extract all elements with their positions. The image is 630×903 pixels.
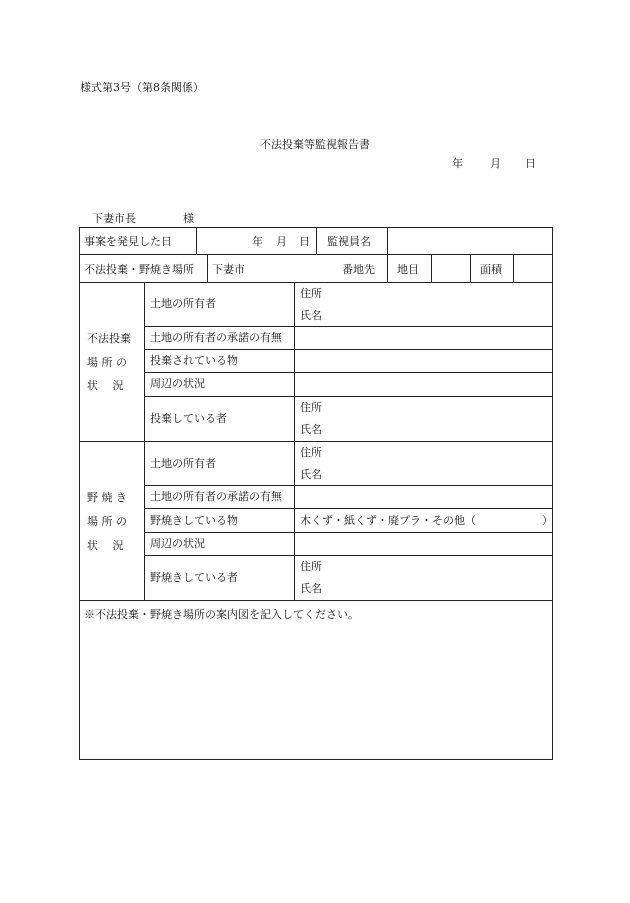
burning-consent-label: 土地の所有者の承諾の有無 bbox=[150, 490, 282, 503]
dumping-heading-line2: 場 所 の bbox=[87, 356, 127, 369]
monitor-name-label: 監視員名 bbox=[327, 235, 371, 248]
dumping-owner-label: 土地の所有者 bbox=[150, 297, 216, 310]
dumping-owner-name-label: 氏名 bbox=[300, 309, 322, 322]
dumper-label: 投棄している者 bbox=[150, 412, 227, 425]
form-number: 様式第3号（第8条関係） bbox=[80, 81, 204, 94]
discovery-date-label: 事案を発見した日 bbox=[84, 235, 172, 248]
burning-items-value: 木くず・紙くず・廃プラ・その他（ ） bbox=[300, 514, 553, 527]
burner-address-label: 住所 bbox=[300, 560, 322, 573]
dumper-address-label: 住所 bbox=[300, 401, 322, 414]
dumper-name-label: 氏名 bbox=[300, 423, 322, 436]
dumping-owner-address-label: 住所 bbox=[300, 287, 322, 300]
burning-items-label: 野焼きしている物 bbox=[150, 514, 238, 527]
area-label: 面積 bbox=[480, 263, 502, 276]
burning-owner-name-label: 氏名 bbox=[300, 468, 322, 481]
dumping-heading-line3: 状 況 bbox=[87, 379, 124, 392]
discovery-month-label: 月 bbox=[276, 235, 287, 248]
dumping-surroundings-label: 周辺の状況 bbox=[150, 377, 205, 390]
discovery-day-label: 日 bbox=[299, 235, 310, 248]
lot-number-label: 番地先 bbox=[342, 263, 375, 276]
addressee-name: 下妻市長 bbox=[92, 212, 136, 225]
date-month-label: 月 bbox=[490, 157, 501, 170]
addressee-honorific: 様 bbox=[183, 212, 194, 225]
burning-surroundings-label: 周辺の状況 bbox=[150, 537, 205, 550]
burner-label: 野焼きしている者 bbox=[150, 571, 238, 584]
date-year-label: 年 bbox=[452, 157, 463, 170]
date-day-label: 日 bbox=[525, 157, 536, 170]
burning-heading-line1: 野 焼 き bbox=[87, 491, 127, 504]
dumping-consent-label: 土地の所有者の承諾の有無 bbox=[150, 331, 282, 344]
location-label: 不法投棄・野焼き場所 bbox=[84, 263, 194, 276]
discovery-year-label: 年 bbox=[252, 235, 263, 248]
burner-name-label: 氏名 bbox=[300, 582, 322, 595]
burning-heading-line3: 状 況 bbox=[87, 539, 124, 552]
document-title: 不法投棄等監視報告書 bbox=[260, 138, 370, 151]
map-instruction-note: ※不法投棄・野焼き場所の案内図を記入してください。 bbox=[84, 608, 359, 621]
burning-heading-line2: 場 所 の bbox=[87, 515, 127, 528]
land-category-label: 地目 bbox=[397, 263, 419, 276]
burning-owner-label: 土地の所有者 bbox=[150, 457, 216, 470]
location-city: 下妻市 bbox=[212, 263, 245, 276]
burning-owner-address-label: 住所 bbox=[300, 446, 322, 459]
dumping-heading-line1: 不法投棄 bbox=[87, 332, 131, 345]
dumped-items-label: 投棄されている物 bbox=[150, 354, 238, 367]
